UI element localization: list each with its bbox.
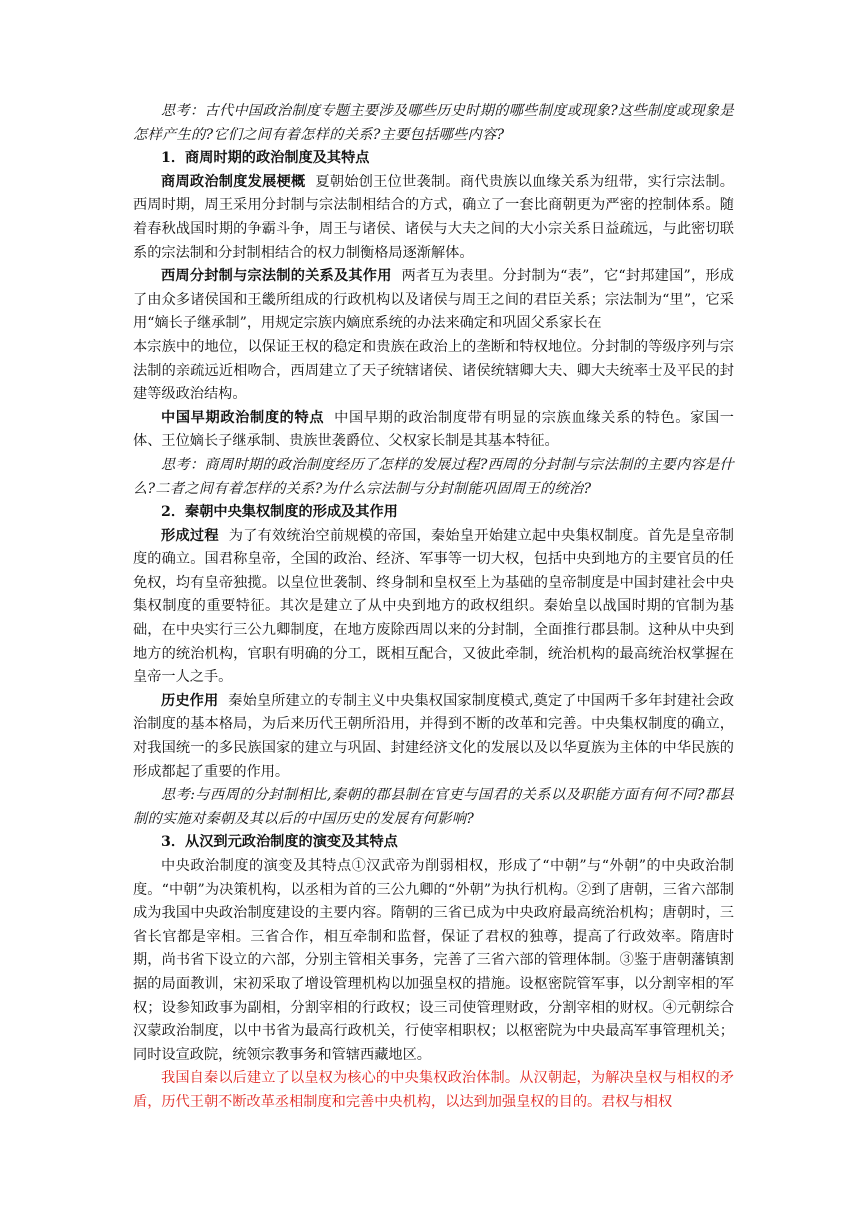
paragraph-lead: 中国早期政治制度的特点	[161, 409, 325, 426]
paragraph-lead: 商周政治制度发展梗概	[161, 173, 306, 190]
paragraph	[133, 690, 734, 784]
section-heading-1: 1．商周时期的政治制度及其特点	[161, 150, 370, 167]
paragraph-text: 秦始皇所建立的专制主义中央集权国家制度模式,奠定了中国两千多年封建社会政治制度的基本格局，为后来历代王朝所沿用，并得到不断的改革和完善。中央集权制度的确立，对我国统一的多民族国家的建立与巩固、封建经济文化的发展以及以华夏族为主体的中华民族的形成都起了重要的作用。	[133, 692, 734, 780]
paragraph-text: 夏朝始创王位世袭制。商代贵族以血缘关系为纽带，实行宗法制。西周时期，周王采用分封制与宗法制相结合的方式，确立了一套比商朝更为严密的控制体系。随着春秋战国时期的争霸斗争，周王与诸侯、诸侯与大夫之间的大小宗关系日益疏远，与此密切联系的宗法制和分封制相结合的权力制衡格局逐渐解体。	[133, 173, 734, 261]
paragraph	[133, 265, 734, 336]
paragraph-text: 两者互为表里。分封制为“表”，它“封邦建国”，形成了由众多诸侯国和王畿所组成的行政机构以及诸侯与周王之间的君臣关系；宗法制为“里”，它采用“嫡长子继承制”，用规定宗族内嫡庶系统的办法来确定和巩固父系家长在	[133, 268, 734, 332]
think-question-1: 思考：商周时期的政治制度经历了怎样的发展过程?西周的分封制与宗法制的主要内容是什么?二者之间有着怎样的关系?为什么宗法制与分封制能巩固周王的统治?	[133, 456, 734, 497]
think-question-intro: 思考：古代中国政治制度专题主要涉及哪些历史时期的哪些制度或现象?这些制度或现象是怎样产生的?它们之间有着怎样的关系?主要包括哪些内容?	[133, 103, 734, 143]
paragraph-continuation: 本宗族中的地位，以保证王权的稳定和贵族在政治上的垄断和特权地位。分封制的等级序列与宗法制的亲疏远近相吻合，西周建立了天子统辖诸侯、诸侯统辖卿大夫、卿大夫统率士及平民的封建等级政治结构。	[133, 338, 734, 403]
paragraph	[133, 171, 734, 265]
paragraph-lead: 历史作用	[161, 692, 219, 709]
paragraph-lead: 西周分封制与宗法制的关系及其作用	[161, 268, 392, 285]
paragraph: 中央政治制度的演变及其特点①汉武帝为削弱相权，形成了“中朝”与“外朝”的中央政治制度。“中朝”为决策机构，以丞相为首的三公九卿的“外朝”为执行机构。②到了唐朝，三省六部制成为我国中央政治制度建设的主要内容。隋朝的三省已成为中央政府最高统治机构；唐朝时，三省长官都是宰相。三省合作，相互牵制和监督，保证了君权的独尊，提高了行政效率。隋唐时期，尚书省下设立的六部，分别主管相关事务，完善了三省六部的管理体制。③鉴于唐朝藩镇割据的局面教训，宋初采取了增设管理机构以加强皇权的措施。设枢密院管军事，以分割宰相的军权；设参知政事为副相，分割宰相的行政权；设三司使管理财政，分割宰相的财权。④元朝综合汉蒙政治制度，以中书省为最高行政机关，行使宰相职权；以枢密院为中央最高军事管理机关；同时设宣政院，统领宗教事务和管辖西藏地区。	[133, 858, 734, 1063]
section-heading-3: 3．从汉到元政治制度的演变及其特点	[161, 834, 398, 851]
section-heading-2: 2．秦朝中央集权制度的形成及其作用	[161, 504, 398, 521]
think-question-2: 思考:与西周的分封制相比,秦朝的郡县制在官吏与国君的关系以及职能方面有何不同?郡县制的实施对秦朝及其以后的中国历史的发展有何影响?	[133, 787, 734, 827]
paragraph-text: 为了有效统治空前规模的帝国，秦始皇开始建立起中央集权制度。首先是皇帝制度的确立。国君称皇帝，全国的政治、经济、军事等一切大权，包括中央到地方的主要官员的任免权，均有皇帝独揽。以皇位世袭制、终身制和皇权至上为基础的皇帝制度是中国封建社会中央集权制度的重要特征。其次是建立了从中央到地方的政权组织。秦始皇以战国时期的官制为基础，在中央实行三公九卿制度，在地方废除西周以来的分封制，全面推行郡县制。这种从中央到地方的统治机构，官职有明确的分工，既相互配合，又彼此牵制，统治机构的最高统治权掌握在皇帝一人之手。	[133, 527, 734, 686]
paragraph-highlighted: 我国自秦以后建立了以皇权为核心的中央集权政治体制。从汉朝起，为解决皇权与相权的矛盾，历代王朝不断改革丞相制度和完善中央机构，以达到加强皇权的目的。君权与相权	[133, 1070, 734, 1110]
paragraph-text: 中国早期的政治制度带有明显的宗族血缘关系的特色。家国一体、王位嫡长子继承制、贵族世袭爵位、父权家长制是其基本特征。	[133, 409, 734, 450]
paragraph	[133, 407, 734, 454]
paragraph	[133, 525, 734, 690]
paragraph-lead: 形成过程	[161, 527, 219, 544]
